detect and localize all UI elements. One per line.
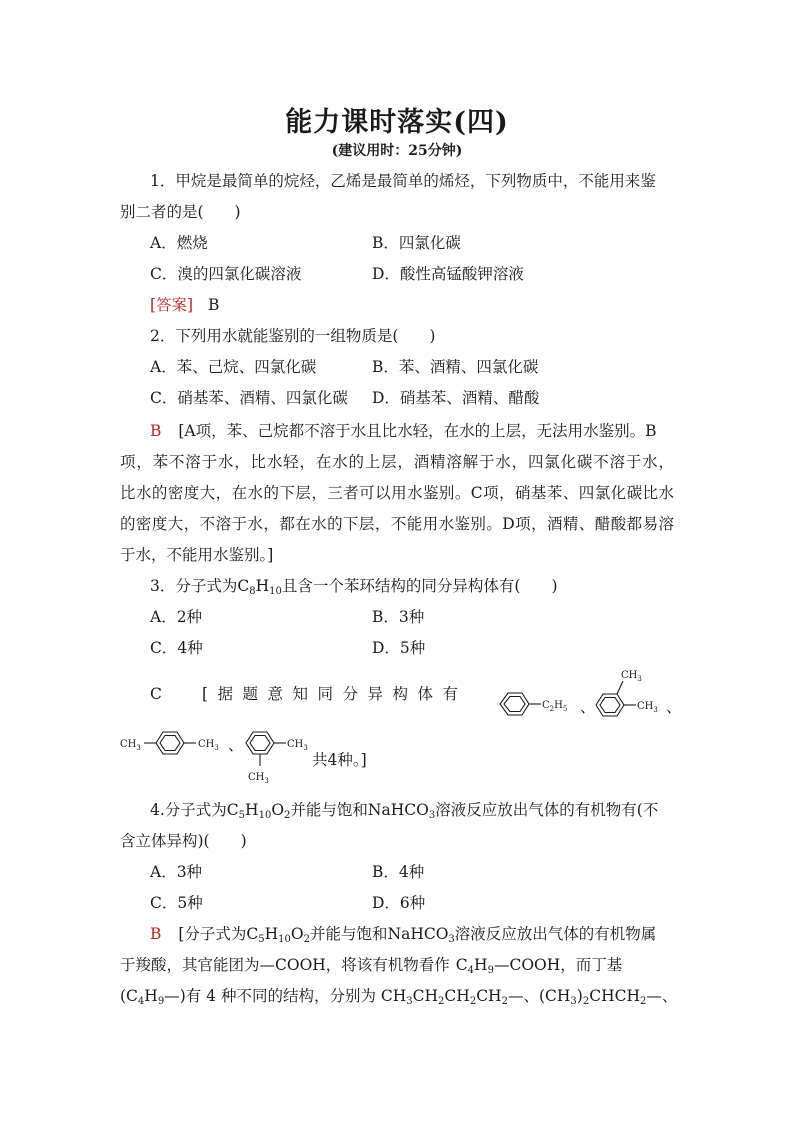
q4-formula: $C_5H_{10}O_2$ [226, 801, 291, 821]
q2-explanation-line3: 比水的密度大，在水的下层，三者可以用水鉴别。C项，硝基苯、四氯化碳比水 [120, 484, 674, 502]
q1-option-d: D．酸性高锰酸钾溶液 [372, 265, 524, 283]
nahco3-formula: NaHCO$_3$ [387, 925, 455, 945]
q2-explanation-line1 [150, 420, 656, 442]
page-title: 能力课时落实(四) [285, 107, 509, 138]
q3-option-c: C．4种 [150, 639, 203, 657]
svg-text:CH3: $CH_3$ [637, 701, 658, 714]
q2-stem: 2．下列用水就能鉴别的一组物质是( ) [150, 327, 436, 345]
q3-explanation-line1: [据题意知同分异构体有 [202, 685, 468, 703]
answer-label: [答案] [150, 296, 194, 314]
ethylbenzene-structure [492, 684, 580, 724]
svg-text:C2H5: $C_2H_5$ [542, 700, 568, 713]
q2-option-c: C．硝基苯、酒精、四氯化碳 [150, 389, 348, 407]
svg-text:CH3: $CH_3$ [198, 739, 219, 752]
svg-text:CH3: $CH_3$ [120, 739, 141, 752]
c4h9-formula: $C_4H_9$ [455, 956, 494, 976]
q3-answer: C [150, 685, 162, 703]
q1-stem-line1: 1．甲烷是最简单的烷烃，乙烯是最简单的烯烃，下列物质中，不能用来鉴 [150, 172, 656, 190]
separator-comma: 、 [580, 698, 596, 716]
q2-explanation-line2: 项，苯不溶于水，比水轻，在水的上层，酒精溶解于水，四氯化碳不溶于水， [120, 453, 674, 471]
q1-option-b: B．四氯化碳 [372, 234, 461, 252]
q1-answer [150, 294, 219, 316]
q1-option-a: A．燃烧 [150, 234, 208, 252]
q2-explanation-line4: 的密度大，不溶于水，都在水的下层，不能用水鉴别。D项，酒精、醋酸都易溶 [120, 515, 674, 533]
q3-explanation-end: 共4种。] [312, 751, 367, 769]
q3-stem-post: 且含一个苯环结构的同分异构体有( ) [281, 577, 558, 595]
q4-stem-line1: 4.分子式为$C_5H_{10}O_2$并能与饱和NaHCO$_3$溶液反应放出气体的有机物有(不 [150, 801, 659, 821]
q2-option-a: A．苯、己烷、四氯化碳 [150, 358, 317, 376]
q1-stem-line2: 别二者的是( ) [120, 203, 241, 221]
nahco3-formula: NaHCO$_3$ [367, 801, 436, 821]
q4-explanation-line3: $(C_4H_9—)$有 4 种不同的结构，分别为 $CH_3CH_2CH_2CH_2—$、$(CH_3)_2CHCH_2—$、 [120, 987, 678, 1007]
q2-explanation-line5: 于水，不能用水鉴别。] [120, 546, 274, 564]
q4-option-a: A．3种 [150, 863, 203, 881]
q4-answer: B [150, 925, 162, 943]
answer-value: B [208, 296, 220, 314]
q4-stem-line2: 含立体异构)( ) [120, 832, 247, 850]
q3-stem-pre: 3．分子式为 [150, 577, 238, 595]
q4-option-b: B．4种 [372, 863, 425, 881]
svg-text:CH3: $CH_3$ [287, 739, 308, 752]
m-xylene-structure [240, 726, 320, 788]
q4-explanation-line1: B [分子式为$C_5H_{10}O_2$并能与饱和NaHCO$_3$溶液反应放出气体的有机物属 [150, 925, 657, 945]
q2-option-d: D．硝基苯、酒精、醋酸 [372, 389, 540, 407]
q2-exp-text1: [A项，苯、己烷都不溶于水且比水轻，在水的上层，无法用水鉴别。B [178, 422, 657, 440]
page-subtitle: (建议用时：25分钟) [331, 143, 463, 159]
separator-comma: 、 [666, 698, 682, 716]
separator-comma: 、 [228, 736, 244, 754]
svg-text:CH3: $CH_3$ [621, 670, 642, 683]
q4-formula: $C_5H_{10}O_2$ [246, 925, 310, 945]
q1-option-c: C．溴的四氯化碳溶液 [150, 265, 302, 283]
q3-option-b: B．3种 [372, 608, 425, 626]
q3-formula: $C_8H_{10}$ [237, 577, 282, 597]
svg-text:CH3: $CH_3$ [248, 772, 269, 785]
q3-stem [150, 575, 558, 597]
q3-option-a: A．2种 [150, 608, 203, 626]
o-xylene-structure [590, 664, 670, 726]
q4-option-c: C．5种 [150, 894, 203, 912]
q2-option-b: B．苯、酒精、四氯化碳 [372, 358, 539, 376]
q4-explanation-line2: 于羧酸，其官能团为—COOH，将该有机物看作 $C_4H_9—COOH$，而丁基 [120, 956, 623, 976]
q2-answer: B [150, 422, 162, 440]
q4-option-d: D．6种 [372, 894, 426, 912]
q3-option-d: D．5种 [372, 639, 426, 657]
